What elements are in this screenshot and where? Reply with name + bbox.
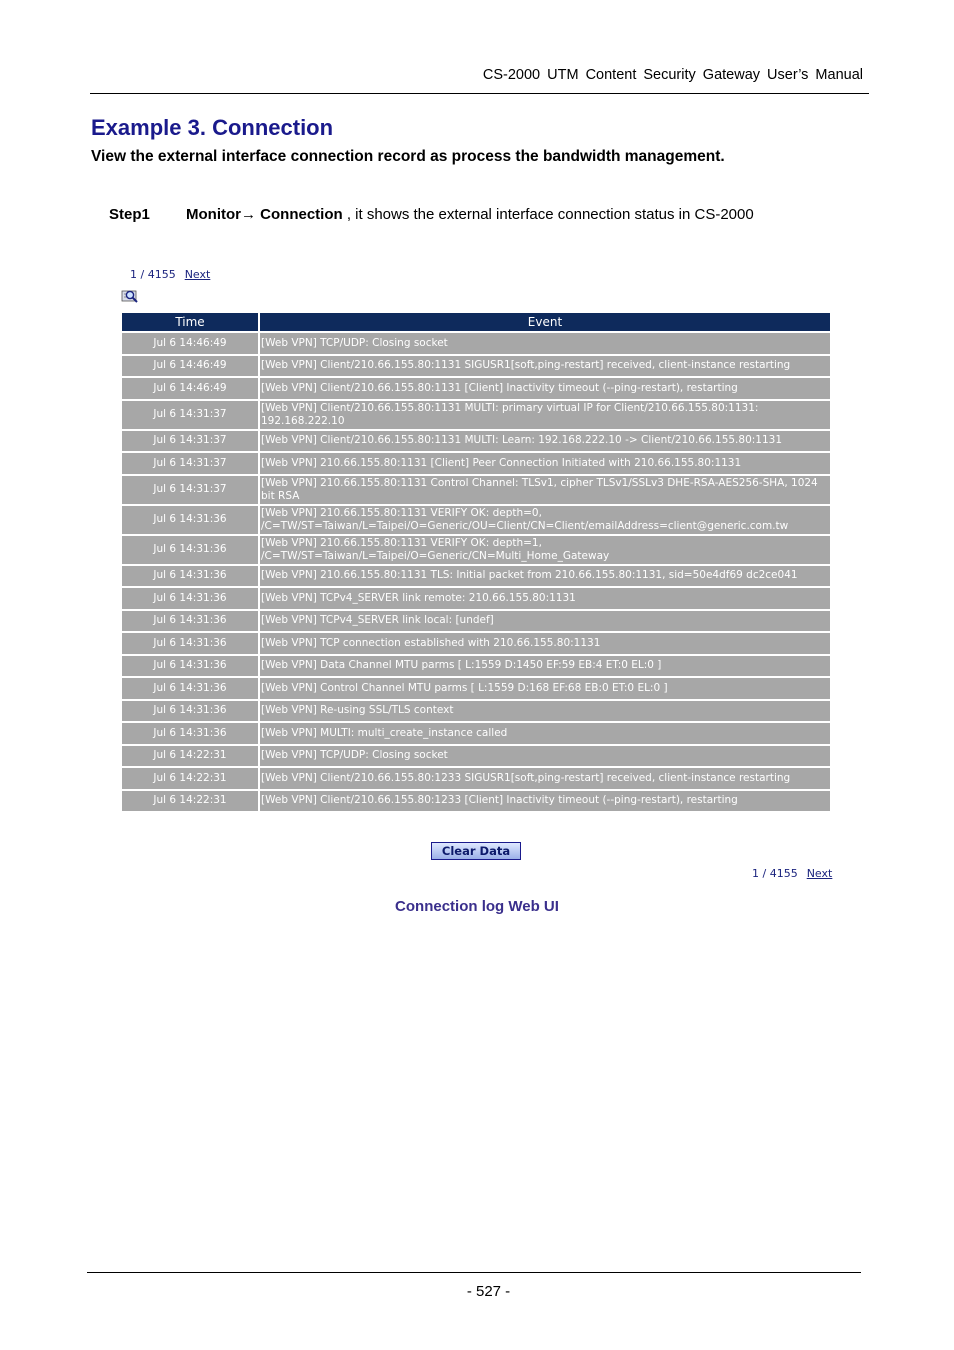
time-cell: Jul 6 14:22:31 — [122, 746, 258, 767]
table-row — [122, 768, 830, 789]
search-icon[interactable] — [121, 289, 139, 303]
time-cell: Jul 6 14:31:36 — [122, 588, 258, 609]
table-row — [122, 333, 830, 354]
column-header-event: Event — [260, 313, 830, 331]
time-cell: Jul 6 14:31:36 — [122, 566, 258, 587]
column-header-time: Time — [122, 313, 258, 331]
time-cell: Jul 6 14:31:36 — [122, 506, 258, 534]
event-cell: [Web VPN] TCP connection established with 210.66.155.80:1131 — [260, 633, 830, 654]
event-cell: [Web VPN] TCP/UDP: Closing socket — [260, 746, 830, 767]
table-row — [122, 723, 830, 744]
time-cell: Jul 6 14:31:36 — [122, 656, 258, 677]
pager-top — [130, 268, 210, 281]
page-number: - 527 - — [466, 1283, 511, 1300]
time-cell: Jul 6 14:22:31 — [122, 791, 258, 812]
time-cell: Jul 6 14:31:36 — [122, 633, 258, 654]
time-cell: Jul 6 14:46:49 — [122, 378, 258, 399]
event-cell: [Web VPN] Control Channel MTU parms [ L:1559 D:168 EF:68 EB:0 ET:0 EL:0 ] — [260, 678, 830, 699]
time-cell: Jul 6 14:31:36 — [122, 678, 258, 699]
event-cell: [Web VPN] Re-using SSL/TLS context — [260, 701, 830, 722]
time-cell: Jul 6 14:31:37 — [122, 401, 258, 429]
menu-path-monitor: Monitor — [186, 206, 241, 223]
table-header-row — [122, 313, 830, 331]
page-indicator: 1 / 4155 — [130, 268, 176, 281]
event-cell: [Web VPN] Client/210.66.155.80:1131 MULTI: primary virtual IP for Client/210.66.155.80:1131: 192.168.222.10 — [260, 401, 830, 429]
table-row — [122, 678, 830, 699]
connection-log-table — [120, 311, 832, 813]
event-cell: [Web VPN] MULTI: multi_create_instance called — [260, 723, 830, 744]
time-cell: Jul 6 14:31:37 — [122, 453, 258, 474]
section-subtitle: View the external interface connection record as process the bandwidth management. — [91, 148, 725, 165]
event-cell: [Web VPN] Client/210.66.155.80:1131 SIGUSR1[soft,ping-restart] received, client-instance restarting — [260, 356, 830, 377]
event-cell: [Web VPN] Client/210.66.155.80:1233 [Client] Inactivity timeout (--ping-restart), restarting — [260, 791, 830, 812]
event-cell: [Web VPN] TCPv4_SERVER link local: [undef] — [260, 611, 830, 632]
time-cell: Jul 6 14:31:36 — [122, 701, 258, 722]
event-cell: [Web VPN] 210.66.155.80:1131 VERIFY OK: depth=0, /C=TW/ST=Taiwan/L=Taipei/O=Generic/OU=Client/CN=Client/emailAddress=client@generic.com.tw — [260, 506, 830, 534]
footer-divider — [87, 1272, 861, 1273]
arrow-icon: → — [240, 206, 256, 223]
step-instruction — [109, 206, 754, 223]
step-text: , it shows the external interface connection status in CS-2000 — [342, 206, 754, 223]
table-row — [122, 791, 830, 812]
next-page-link[interactable]: Next — [184, 268, 211, 281]
table-row — [122, 746, 830, 767]
table-row — [122, 401, 830, 429]
table-row — [122, 588, 830, 609]
table-row — [122, 453, 830, 474]
pager-bottom — [752, 867, 832, 880]
section-title: Example 3. Connection — [91, 115, 334, 140]
clear-data-button[interactable]: Clear Data — [431, 842, 521, 860]
menu-path-connection: Connection — [260, 206, 343, 223]
event-cell: [Web VPN] Client/210.66.155.80:1233 SIGUSR1[soft,ping-restart] received, client-instance restarting — [260, 768, 830, 789]
event-cell: [Web VPN] Data Channel MTU parms [ L:1559 D:1450 EF:59 EB:4 ET:0 EL:0 ] — [260, 656, 830, 677]
event-cell: [Web VPN] 210.66.155.80:1131 VERIFY OK: depth=1, /C=TW/ST=Taiwan/L=Taipei/O=Generic/CN=Multi_Home_Gateway — [260, 536, 830, 564]
time-cell: Jul 6 14:31:36 — [122, 611, 258, 632]
next-page-link[interactable]: Next — [806, 867, 833, 880]
table-row — [122, 536, 830, 564]
event-cell: [Web VPN] TCPv4_SERVER link remote: 210.66.155.80:1131 — [260, 588, 830, 609]
table-row — [122, 611, 830, 632]
table-row — [122, 476, 830, 504]
time-cell: Jul 6 14:22:31 — [122, 768, 258, 789]
time-cell: Jul 6 14:31:36 — [122, 723, 258, 744]
table-row — [122, 378, 830, 399]
step-label: Step1 — [109, 206, 150, 223]
manual-title: CS-2000 UTM Content Security Gateway User’s Manual — [482, 67, 863, 83]
table-row — [122, 701, 830, 722]
table-row — [122, 506, 830, 534]
figure-caption: Connection log Web UI — [395, 898, 559, 915]
time-cell: Jul 6 14:31:37 — [122, 431, 258, 452]
table-row — [122, 356, 830, 377]
event-cell: [Web VPN] 210.66.155.80:1131 Control Channel: TLSv1, cipher TLSv1/SSLv3 DHE-RSA-AES256-SHA, 1024 bit RSA — [260, 476, 830, 504]
event-cell: [Web VPN] 210.66.155.80:1131 TLS: Initial packet from 210.66.155.80:1131, sid=50e4df69 dc2ce041 — [260, 566, 830, 587]
table-row — [122, 566, 830, 587]
page-indicator: 1 / 4155 — [752, 867, 798, 880]
time-cell: Jul 6 14:31:37 — [122, 476, 258, 504]
event-cell: [Web VPN] Client/210.66.155.80:1131 MULTI: Learn: 192.168.222.10 -> Client/210.66.155.80:1131 — [260, 431, 830, 452]
event-cell: [Web VPN] TCP/UDP: Closing socket — [260, 333, 830, 354]
table-row — [122, 633, 830, 654]
event-cell: [Web VPN] Client/210.66.155.80:1131 [Client] Inactivity timeout (--ping-restart), restarting — [260, 378, 830, 399]
time-cell: Jul 6 14:31:36 — [122, 536, 258, 564]
time-cell: Jul 6 14:46:49 — [122, 356, 258, 377]
table-row — [122, 656, 830, 677]
log-table-body — [122, 333, 830, 811]
table-row — [122, 431, 830, 452]
event-cell: [Web VPN] 210.66.155.80:1131 [Client] Peer Connection Initiated with 210.66.155.80:1131 — [260, 453, 830, 474]
header-divider — [90, 93, 869, 94]
time-cell: Jul 6 14:46:49 — [122, 333, 258, 354]
